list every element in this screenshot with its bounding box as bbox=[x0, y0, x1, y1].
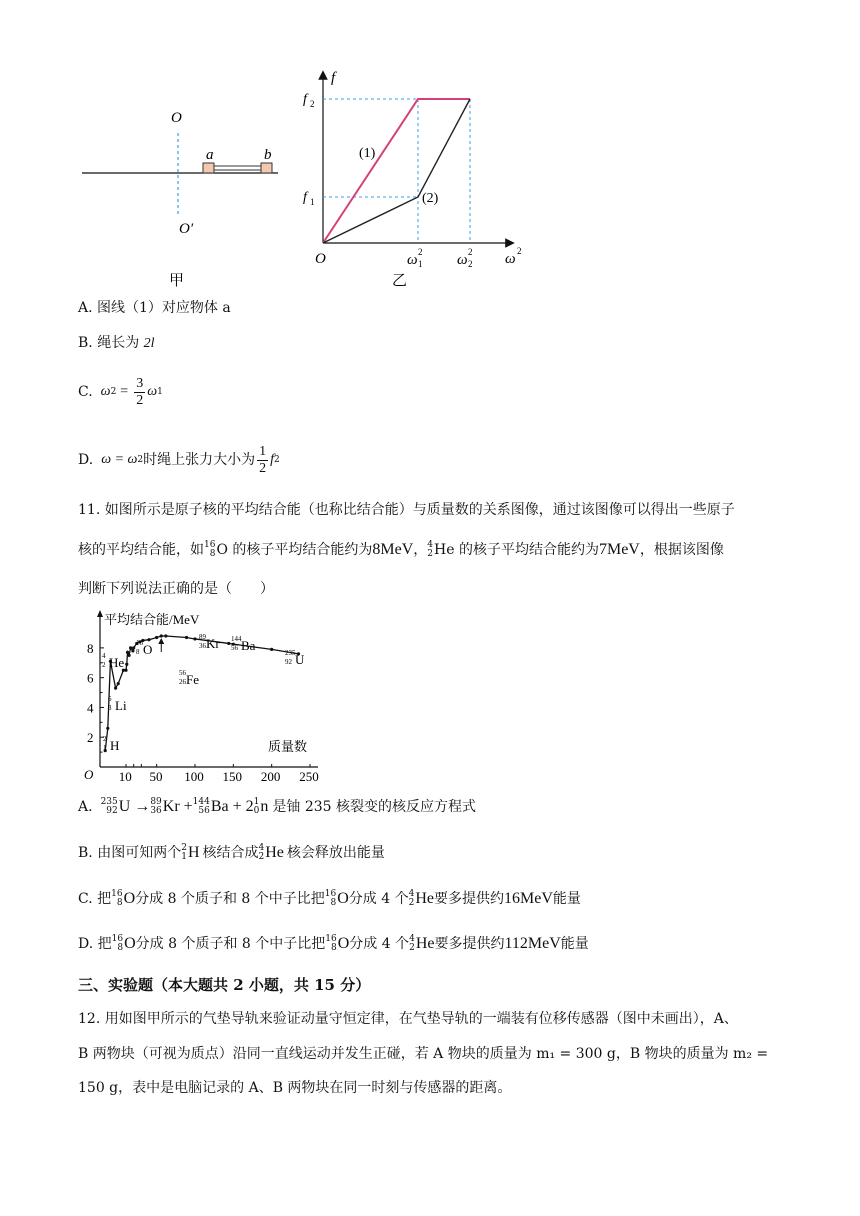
data-point-7 bbox=[117, 682, 120, 685]
o16d2-symbol: O bbox=[337, 935, 350, 952]
q11-a-eq1: U → bbox=[118, 798, 151, 815]
c-omega1-sub: 1 bbox=[157, 387, 163, 397]
binding-energy-chart bbox=[78, 605, 338, 785]
label-Oprime: O′ bbox=[179, 221, 194, 237]
label-kr-symbol: Kr bbox=[206, 636, 220, 651]
q11-line2-d: ， bbox=[413, 542, 428, 558]
d-fraction bbox=[257, 444, 268, 477]
q11-c-mid2: 分成 4 个 bbox=[348, 891, 409, 907]
iso-H2 bbox=[181, 843, 199, 863]
x-tick-label-10: 10 bbox=[118, 769, 132, 784]
caption-yi: 乙 bbox=[392, 273, 408, 289]
y-tick-label-8: 8 bbox=[87, 640, 94, 656]
q10-option-b-value: 2l bbox=[143, 336, 155, 351]
x-axis-title: 质量数 bbox=[268, 739, 308, 754]
y-axis-arrow bbox=[97, 610, 103, 617]
block-b bbox=[261, 163, 272, 173]
q11-a-eq4: n bbox=[260, 798, 269, 815]
data-point-144 bbox=[227, 642, 230, 645]
q11-option-a[interactable] bbox=[78, 797, 476, 817]
curve2-label: (2) bbox=[422, 191, 439, 206]
q10-option-d-prefix: D. bbox=[78, 452, 94, 468]
h2-mass: 2 bbox=[181, 843, 187, 853]
q11-d-mid1: 分成 8 个质子和 8 个中子比把 bbox=[135, 936, 326, 952]
w1sq-sup: 2 bbox=[418, 247, 423, 257]
h2-z: 1 bbox=[181, 852, 187, 862]
curve1-label: (1) bbox=[359, 146, 376, 161]
u-mass: 235 bbox=[100, 797, 118, 807]
section3-heading: 三、实验题（本大题共 2 小题，共 15 分） bbox=[78, 976, 371, 994]
data-point-3 bbox=[106, 727, 109, 730]
chart-origin: O bbox=[84, 767, 94, 782]
label-h-mass: 2 bbox=[103, 735, 107, 743]
q11-d-prefix: D. 把 bbox=[78, 936, 112, 952]
iso-He4-b bbox=[259, 843, 284, 863]
curve-2 bbox=[323, 99, 470, 243]
q11-a-eq2: Kr + bbox=[162, 798, 193, 815]
iso-Ba144 bbox=[193, 798, 211, 816]
q11-option-c[interactable] bbox=[78, 889, 581, 909]
data-point-6 bbox=[114, 686, 117, 689]
f2-sub: 2 bbox=[310, 99, 315, 109]
axis-f-label: f bbox=[331, 70, 336, 86]
label-o-symbol: O bbox=[143, 642, 153, 657]
f1-sub: 1 bbox=[310, 197, 315, 207]
data-point-62 bbox=[164, 634, 167, 637]
o16c1-z: 8 bbox=[116, 898, 123, 908]
h2-symbol: H bbox=[187, 844, 200, 861]
q11-d-value: 112MeV bbox=[504, 935, 561, 952]
q11-b-post: 核会释放出能量 bbox=[286, 845, 385, 861]
w2sq-sub: 2 bbox=[468, 259, 473, 269]
q10-option-c-prefix: C. bbox=[78, 384, 93, 400]
label-h-symbol: H bbox=[110, 738, 120, 753]
w2-axis-label: ω bbox=[505, 251, 516, 267]
label-h-z: 1 bbox=[103, 744, 107, 752]
label-li-mass: 6 bbox=[108, 695, 112, 703]
x-tick-label-200: 200 bbox=[260, 769, 281, 784]
q12-line2: B 两物块（可视为质点）沿同一直线运动并发生正碰，若 A 物块的质量为 m₁ = 300 g，B 物块的质量为 m₂ = bbox=[78, 1046, 769, 1062]
q11-d-post: 能量 bbox=[560, 936, 589, 952]
label-ba-mass: 144 bbox=[231, 635, 242, 643]
figure-yi bbox=[295, 65, 540, 295]
x-tick-label-150: 150 bbox=[222, 769, 243, 784]
q11-line2-g: ，根据该图像 bbox=[639, 542, 724, 558]
data-point-16 bbox=[129, 646, 132, 649]
q10-option-c[interactable] bbox=[78, 372, 163, 412]
d-mid-text: 时绳上张力大小为 bbox=[143, 452, 256, 468]
o16-z: 8 bbox=[209, 549, 216, 559]
origin-label: O bbox=[315, 251, 326, 267]
binding-energy-curve bbox=[105, 636, 298, 751]
q11-a-eq3: Ba + 2 bbox=[210, 798, 254, 815]
label-o-z: 8 bbox=[136, 648, 140, 656]
he4c-z: 2 bbox=[408, 898, 415, 908]
he4c-mass: 4 bbox=[408, 889, 415, 899]
caption-jia: 甲 bbox=[169, 273, 185, 289]
o16c1-mass: 16 bbox=[111, 889, 123, 899]
y-tick-label-2: 2 bbox=[87, 730, 94, 746]
c-omega1: ω bbox=[147, 384, 158, 399]
u-z: 92 bbox=[106, 806, 118, 816]
he4-mass: 4 bbox=[427, 540, 434, 550]
q11-c-post: 能量 bbox=[552, 891, 581, 907]
label-fe-z: 26 bbox=[179, 678, 186, 686]
label-u-mass: 235 bbox=[285, 649, 296, 657]
d-f: f bbox=[270, 452, 275, 467]
o16d2-mass: 16 bbox=[325, 934, 337, 944]
q11-c-prefix: C. 把 bbox=[78, 891, 112, 907]
q11-line1: 11. 如图所示是原子核的平均结合能（也称比结合能）与质量数的关系图像，通过该图像可以得出一些原子 bbox=[78, 502, 735, 518]
o16d1-mass: 16 bbox=[111, 934, 124, 944]
iso-O16 bbox=[204, 541, 216, 559]
iso-He4-c bbox=[409, 889, 434, 909]
q11-line2-a: 核的平均结合能，如 bbox=[78, 542, 204, 558]
d-f-sub: 2 bbox=[274, 455, 280, 465]
o16c2-mass: 16 bbox=[324, 889, 337, 899]
q11-line2-b: O 的核子平均结合能约为 bbox=[216, 542, 373, 558]
d-frac-num: 1 bbox=[259, 443, 267, 459]
q11-d-mid3: 要多提供约 bbox=[434, 936, 505, 952]
label-li-z: 3 bbox=[108, 704, 112, 712]
label-u-symbol: U bbox=[295, 652, 305, 667]
c-frac-den: 2 bbox=[136, 392, 144, 408]
o16c2-z: 8 bbox=[330, 898, 337, 908]
iso-O16-d2 bbox=[325, 934, 349, 954]
q11-line2-e: He 的核子平均结合能约为 bbox=[434, 542, 599, 558]
q10-option-b-prefix: B. 绳长为 bbox=[78, 335, 144, 351]
y-tick-label-4: 4 bbox=[87, 700, 94, 716]
d-omega-sub: 2 bbox=[137, 455, 144, 465]
iso-O16-c2 bbox=[325, 889, 349, 909]
w2sq-label: ω bbox=[457, 252, 468, 268]
he4d-mass: 4 bbox=[409, 934, 415, 944]
label-b: b bbox=[264, 147, 272, 163]
label-he-symbol: He bbox=[109, 655, 125, 670]
label-he-mass: 4 bbox=[102, 652, 106, 660]
iso-O16-c1 bbox=[111, 889, 135, 909]
q11-line2-c: 8MeV bbox=[372, 541, 414, 558]
ba-mass: 144 bbox=[192, 797, 210, 807]
o16c1-symbol: O bbox=[123, 890, 136, 907]
q12-line3: 150 g，表中是电脑记录的 A、B 两物块在同一时刻与传感器的距离。 bbox=[78, 1080, 512, 1096]
q11-c-mid1: 分成 8 个质子和 8 个中子比把 bbox=[135, 891, 325, 907]
o16c2-symbol: O bbox=[337, 890, 349, 907]
iso-Kr89 bbox=[150, 798, 162, 816]
data-point-10 bbox=[124, 669, 127, 672]
o16d1-symbol: O bbox=[124, 935, 136, 952]
iso-He4-d bbox=[409, 934, 434, 954]
o16d2-z: 8 bbox=[331, 943, 337, 953]
he4-z: 2 bbox=[427, 549, 434, 559]
iso-n bbox=[254, 798, 261, 816]
n-mass: 1 bbox=[253, 797, 260, 807]
data-point-14 bbox=[127, 654, 130, 657]
he4c-symbol: He bbox=[415, 890, 434, 907]
q11-c-mid3: 要多提供约 bbox=[433, 891, 504, 907]
data-point-50 bbox=[155, 636, 158, 639]
q10-option-b[interactable] bbox=[78, 333, 155, 354]
label-u-z: 92 bbox=[285, 658, 292, 666]
label-a: a bbox=[206, 147, 214, 163]
label-li-symbol: Li bbox=[115, 698, 127, 713]
q11-line2-f: 7MeV bbox=[598, 541, 640, 558]
q11-d-mid2: 分成 4 个 bbox=[349, 936, 410, 952]
he4d-z: 2 bbox=[409, 943, 415, 953]
data-point-11 bbox=[125, 663, 128, 666]
d-omega-eq: ω = ω bbox=[101, 452, 138, 467]
fe-arrow-head bbox=[158, 638, 164, 644]
q12-line1: 12. 用如图甲所示的气垫导轨来验证动量守恒定律，在气垫导轨的一端装有位移传感器（图中未画出），A、 bbox=[78, 1011, 738, 1027]
data-point-56 bbox=[160, 634, 163, 637]
w2-axis-sup: 2 bbox=[517, 246, 522, 256]
q11-option-b[interactable] bbox=[78, 843, 385, 863]
kr-z: 36 bbox=[150, 806, 162, 816]
w2sq-sup: 2 bbox=[468, 247, 473, 257]
curve-1 bbox=[323, 99, 470, 243]
q10-option-d[interactable] bbox=[78, 440, 280, 480]
c-omega2-sub: 2 bbox=[110, 387, 117, 397]
he4b-symbol: He bbox=[265, 844, 284, 861]
x-tick-label-50: 50 bbox=[149, 769, 163, 784]
iso-U235 bbox=[101, 798, 119, 816]
f2-label: f bbox=[303, 92, 307, 107]
label-o-mass: 16 bbox=[136, 639, 143, 647]
data-point-200 bbox=[270, 648, 273, 651]
y-tick-label-6: 6 bbox=[87, 670, 94, 686]
data-point-40 bbox=[147, 638, 150, 641]
label-O: O bbox=[171, 110, 182, 126]
x-tick-label-100: 100 bbox=[184, 769, 204, 784]
w1sq-label: ω bbox=[407, 252, 418, 268]
label-fe-symbol: Fe bbox=[186, 672, 199, 687]
o16d1-z: 8 bbox=[117, 943, 124, 953]
q11-b-mid: 核结合成 bbox=[202, 845, 259, 861]
q11-a-post: 是铀 235 核裂变的核反应方程式 bbox=[272, 799, 477, 815]
d-frac-den: 2 bbox=[259, 460, 267, 476]
f1-label: f bbox=[303, 190, 307, 205]
figure-jia bbox=[70, 95, 300, 295]
he4b-z: 2 bbox=[258, 852, 265, 862]
c-fraction bbox=[134, 376, 145, 409]
data-point-20 bbox=[132, 646, 135, 649]
label-ba-symbol: Ba bbox=[241, 638, 256, 653]
q11-line3: 判断下列说法正确的是（ ） bbox=[78, 581, 274, 597]
iso-He4 bbox=[427, 541, 434, 559]
iso-O16-d1 bbox=[112, 934, 136, 954]
q11-a-prefix: A. bbox=[78, 799, 93, 815]
he4d-symbol: He bbox=[415, 935, 435, 952]
c-equals: = bbox=[120, 384, 129, 399]
w1sq-sub: 1 bbox=[418, 259, 423, 269]
c-omega2: ω bbox=[100, 384, 111, 399]
q11-b-prefix: B. 由图可知两个 bbox=[78, 845, 182, 861]
data-point-100 bbox=[193, 637, 196, 640]
data-point-19 bbox=[131, 649, 134, 652]
label-he-z: 2 bbox=[102, 661, 106, 669]
label-ba-z: 56 bbox=[231, 644, 238, 652]
n-z: 0 bbox=[253, 806, 260, 816]
ba-z: 56 bbox=[198, 806, 210, 816]
x-tick-label-250: 250 bbox=[299, 769, 319, 784]
c-frac-num: 3 bbox=[136, 375, 144, 391]
y-axis-title: 平均结合能/MeV bbox=[104, 612, 200, 627]
he4b-mass: 4 bbox=[258, 843, 265, 853]
data-point-89 bbox=[185, 636, 188, 639]
o16-mass: 16 bbox=[204, 540, 216, 550]
q10-option-a[interactable]: A. 图线（1）对应物体 a bbox=[78, 300, 231, 316]
block-a bbox=[203, 163, 214, 173]
q11-c-value: 16MeV bbox=[503, 890, 553, 907]
label-fe-mass: 56 bbox=[179, 669, 186, 677]
label-kr-z: 36 bbox=[199, 642, 206, 650]
q11-line2 bbox=[78, 540, 724, 560]
data-point-12 bbox=[126, 651, 129, 654]
q11-option-d[interactable] bbox=[78, 934, 589, 954]
kr-mass: 89 bbox=[150, 797, 162, 807]
label-kr-mass: 89 bbox=[199, 633, 206, 641]
